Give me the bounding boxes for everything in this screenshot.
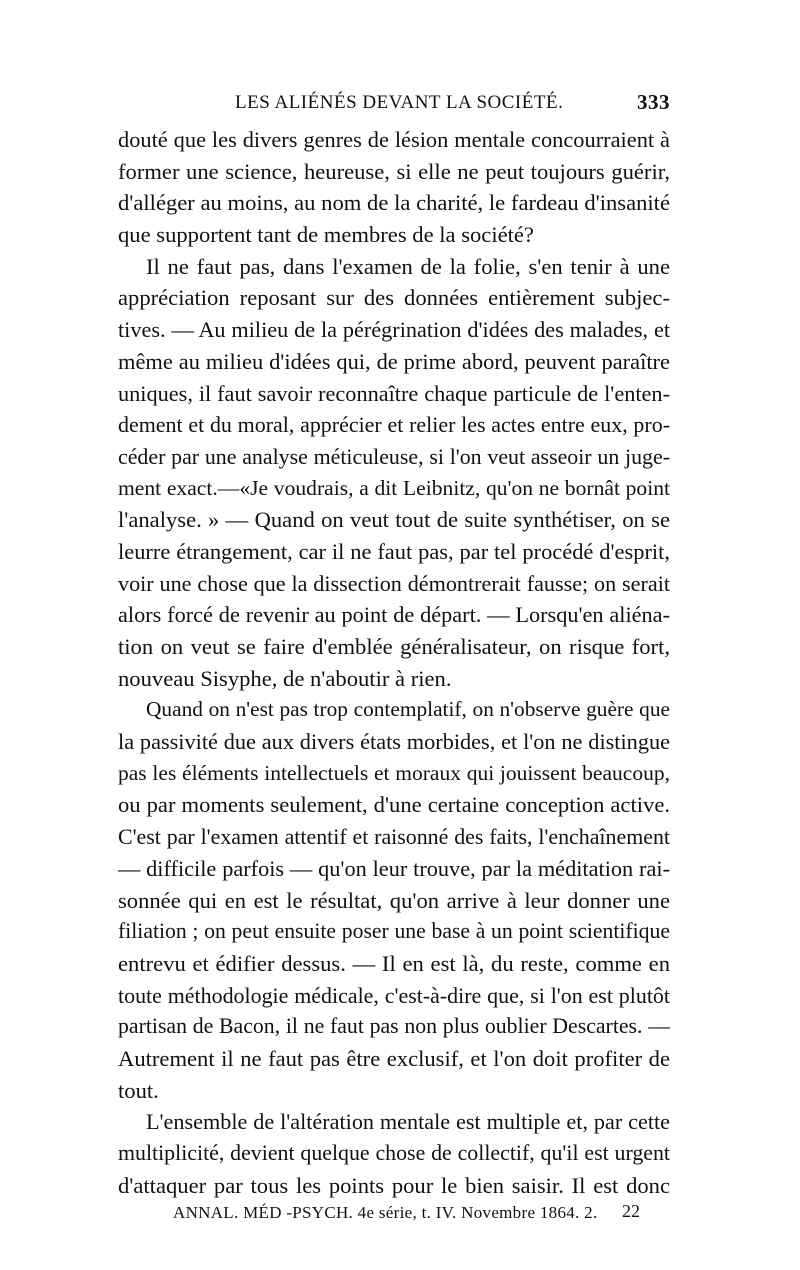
text-line: filiation ; on peut ensuite poser une base à un point scientifique bbox=[118, 919, 670, 944]
text-line: sonnée qui en est le résultat, qu'on arrive à leur donner une bbox=[118, 887, 670, 913]
body-text bbox=[118, 124, 670, 1201]
text-line: appréciation reposant sur des données entièrement subjec- bbox=[118, 285, 670, 311]
running-title: LES ALIÉNÉS DEVANT LA SOCIÉTÉ. bbox=[235, 92, 564, 113]
text-line: voir une chose que la dissection démontrerait fausse; on serait bbox=[118, 570, 670, 596]
text-line: former une science, heureuse, si elle ne peut toujours guérir, bbox=[118, 158, 670, 184]
text-line: toute méthodologie médicale, c'est-à-dire que, si l'on est plutôt bbox=[118, 982, 670, 1008]
text-line: la passivité due aux divers états morbides, et l'on ne distingue bbox=[118, 729, 670, 755]
text-line: que supportent tant de membres de la société? bbox=[118, 222, 534, 248]
text-line: leurre étrangement, car il ne faut pas, par tel procédé d'esprit, bbox=[118, 538, 670, 564]
text-line: douté que les divers genres de lésion mentale concourraient à bbox=[118, 127, 670, 152]
text-line: alors forcé de revenir au point de départ. — Lorsqu'en aliéna- bbox=[118, 602, 670, 628]
text-line: d'alléger au moins, au nom de la charité, le fardeau d'insanité bbox=[118, 190, 670, 216]
text-line: Quand on n'est pas trop contemplatif, on n'observe guère que bbox=[146, 697, 670, 722]
text-line: Autrement il ne faut pas être exclusif, et l'on doit profiter de bbox=[118, 1045, 670, 1071]
signature-mark: 22 bbox=[622, 1201, 640, 1222]
book-page bbox=[118, 84, 670, 1231]
page-header bbox=[118, 84, 670, 124]
text-line: L'ensemble de l'altération mentale est multiple et, par cette bbox=[146, 1109, 670, 1135]
text-line: tives. — Au milieu de la pérégrination d'idées des malades, et bbox=[118, 317, 670, 343]
text-line: Il ne faut pas, dans l'examen de la folie, s'en tenir à une bbox=[146, 253, 670, 279]
text-line: ou par moments seulement, d'une certaine conception active. bbox=[118, 792, 670, 818]
text-line: entrevu et édifier dessus. — Il en est là, du reste, comme en bbox=[118, 950, 670, 976]
page-footer bbox=[118, 1201, 670, 1231]
text-line: nouveau Sisyphe, de n'aboutir à rien. bbox=[118, 665, 452, 691]
text-line: tion on veut se faire d'emblée généralisateur, on risque fort, bbox=[118, 634, 670, 659]
text-line: dement et du moral, apprécier et relier les actes entre eux, pro- bbox=[118, 412, 670, 438]
text-line: partisan de Bacon, il ne faut pas non plus oublier Descartes. — bbox=[118, 1014, 670, 1039]
text-line: même au milieu d'idées qui, de prime abord, peuvent paraître bbox=[118, 348, 670, 374]
text-line: pas les éléments intellectuels et moraux qui jouissent beaucoup, bbox=[118, 760, 670, 785]
text-line: C'est par l'examen attentif et raisonné des faits, l'enchaînement bbox=[118, 824, 670, 850]
journal-reference: ANNAL. MÉD -PSYCH. 4e série, t. IV. Novembre 1864. 2. bbox=[173, 1203, 598, 1223]
text-line: d'attaquer par tous les points pour le bien saisir. Il est donc bbox=[118, 1172, 670, 1198]
text-line: ment exact.—«Je voudrais, a dit Leibnitz, qu'on ne bornât point bbox=[118, 475, 670, 500]
text-line: uniques, il faut savoir reconnaître chaque particule de l'enten- bbox=[118, 380, 670, 406]
page-number: 333 bbox=[637, 90, 670, 114]
text-line: — difficile parfois — qu'on leur trouve, par la méditation rai- bbox=[118, 855, 670, 881]
text-line: céder par une analyse méticuleuse, si l'on veut asseoir un juge- bbox=[118, 443, 670, 469]
text-line: l'analyse. » — Quand on veut tout de suite synthétiser, on se bbox=[118, 507, 670, 533]
text-line: tout. bbox=[118, 1077, 159, 1103]
text-line: multiplicité, devient quelque chose de collectif, qu'il est urgent bbox=[118, 1141, 670, 1165]
